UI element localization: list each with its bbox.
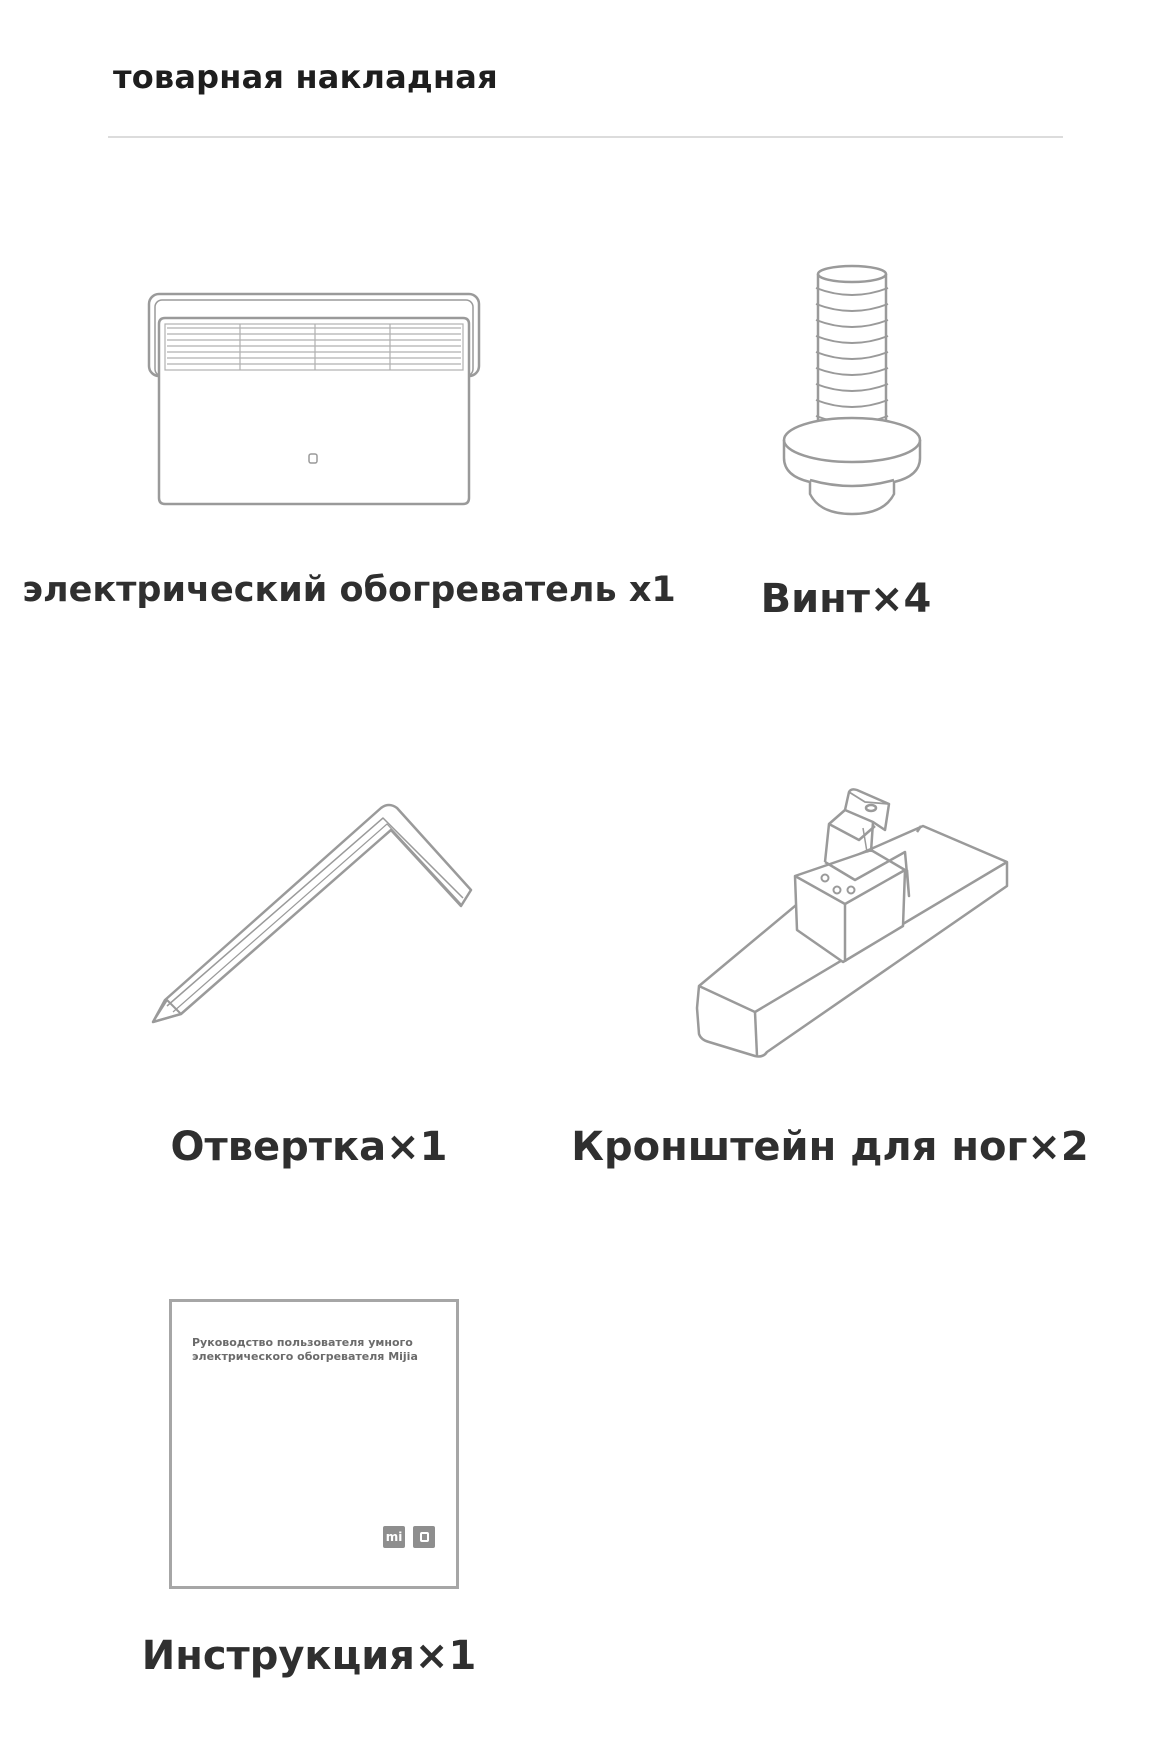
- item-label-allen-key: Отвертка×1: [170, 1124, 448, 1170]
- item-label-manual: Инструкция×1: [141, 1633, 477, 1679]
- mijia-logo-icon: [413, 1526, 435, 1548]
- item-label-heater: электрический обогреватель x1: [22, 570, 676, 610]
- foot-bracket-icon: [695, 786, 1010, 1061]
- item-label-screw: Винт×4: [760, 576, 932, 622]
- mi-logo-text: mi: [385, 1530, 403, 1544]
- manual-cover: [169, 1299, 459, 1589]
- screw-icon: [780, 262, 920, 520]
- item-label-foot-bracket: Кронштейн для ног×2: [571, 1124, 1089, 1170]
- manual-cover-title-line1: Руководство пользователя умного: [192, 1336, 413, 1349]
- manual-icon: [169, 1299, 459, 1589]
- mi-logo-icon: [383, 1526, 405, 1548]
- divider: [108, 136, 1063, 138]
- manual-cover-title-line2: электрического обогревателя Mijia: [192, 1350, 418, 1363]
- page-title: товарная накладная: [113, 58, 498, 96]
- allen-key-icon: [145, 800, 475, 1030]
- heater-icon: [145, 288, 485, 508]
